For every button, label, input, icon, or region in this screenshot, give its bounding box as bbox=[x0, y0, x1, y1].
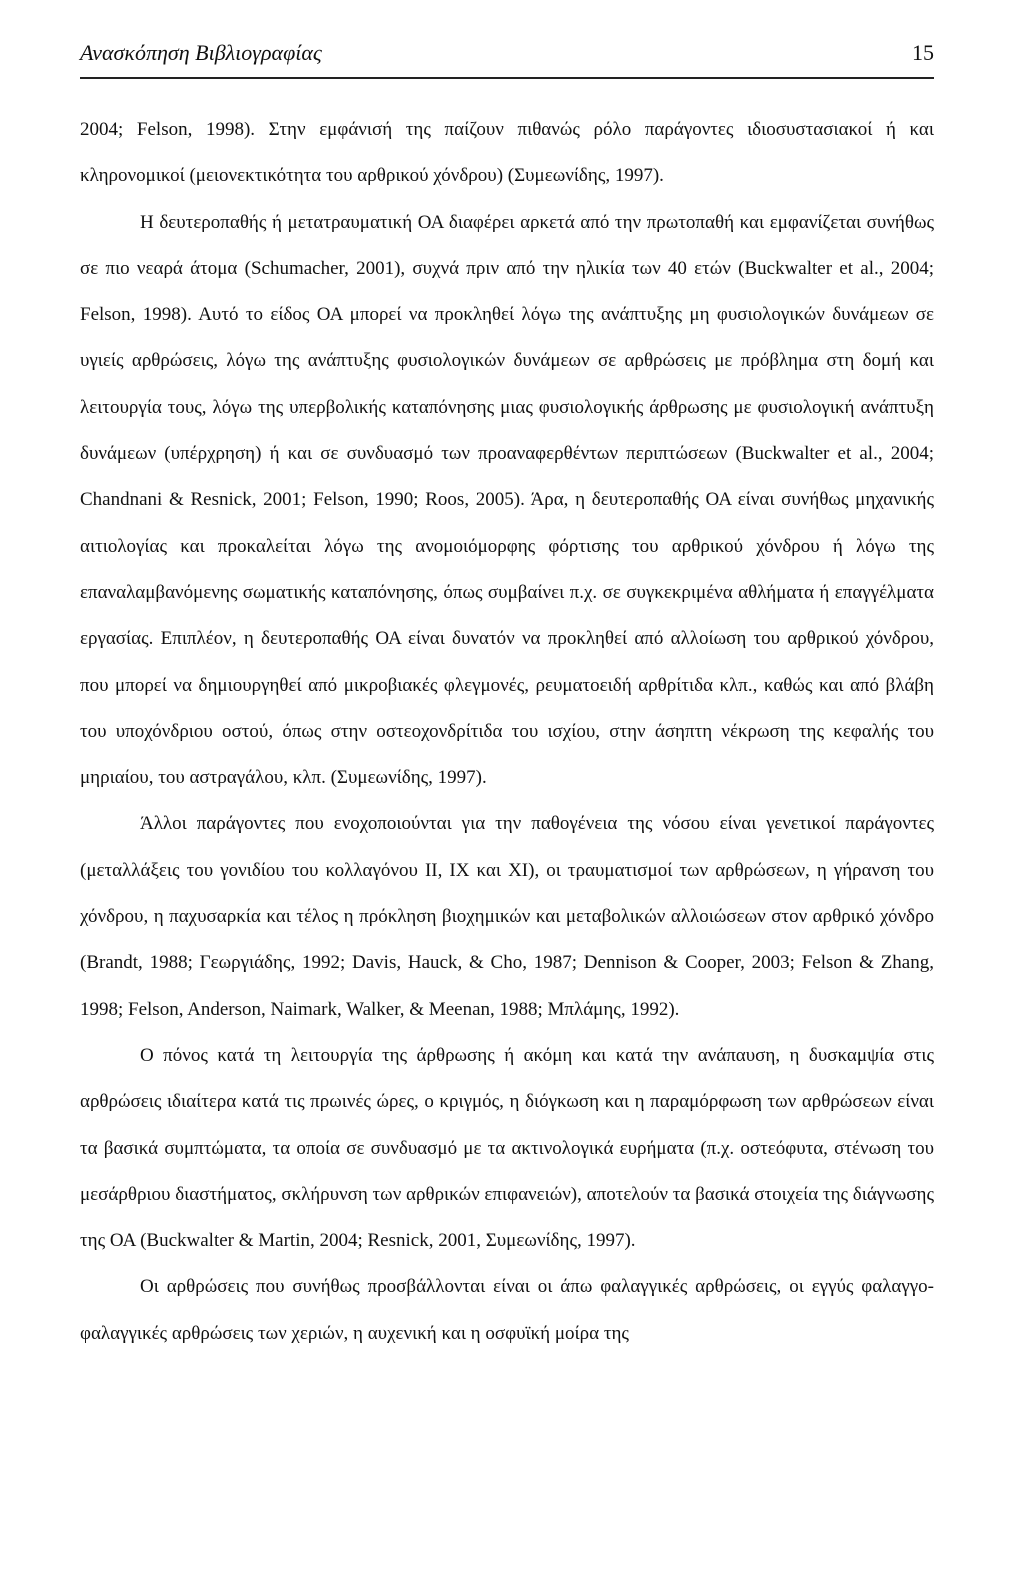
running-header bbox=[80, 40, 934, 74]
document-page bbox=[80, 0, 934, 1584]
paragraph-affected-joints: Οι αρθρώσεις που συνήθως προσβάλλονται είναι οι άπω φαλαγγικές αρθρώσεις, οι εγγύς φαλαγγο-φαλαγγικές αρθρώσεις των χεριών, η αυχενική και η οσφυϊκή μοίρα της bbox=[80, 1276, 934, 1344]
paragraph-other-factors: Άλλοι παράγοντες που ενοχοποιούνται για την παθογένεια της νόσου είναι γενετικοί παράγοντες (μεταλλάξεις του γονιδίου του κολλαγόνου II, IX και XI), οι τραυματισμοί των αρθρώσεων, η γήρανση του χόνδρου, η παχυσαρκία και τέλος η πρόκληση βιοχημικών και μεταβολικών αλλοιώσεων στον αρθρικό χόνδρο (Brandt, 1988; Γεωργιάδης, 1992; Davis, Hauck, & Cho, 1987; Dennison & Cooper, 2003; Felson & Zhang, 1998; Felson, Anderson, Naimark, Walker, & Meenan, 1988; Μπλάμης, 1992). bbox=[80, 813, 934, 1020]
page-number: 15 bbox=[912, 40, 934, 65]
section-title: Ανασκόπηση Βιβλιογραφίας bbox=[80, 40, 322, 65]
paragraph-secondary-oa: Η δευτεροπαθής ή μετατραυματική ΟΑ διαφέρει αρκετά από την πρωτοπαθή και εμφανίζεται συνήθως σε πιο νεαρά άτομα (Schumacher, 2001), συχνά πριν από την ηλικία των 40 ετών (Buckwalter et al., 2004; Felson, 1998). Αυτό το είδος ΟΑ μπορεί να προκληθεί λόγω της ανάπτυξης μη φυσιολογικών δυνάμεων σε υγιείς αρθρώσεις, λόγω της ανάπτυξης φυσιολογικών δυνάμεων σε αρθρώσεις με πρόβλημα στη δομή και λειτουργία τους, λόγω της υπερβολικής καταπόνησης μιας φυσιολογικής άρθρωσης με φυσιολογική ανάπτυξη δυνάμεων (υπέρχρηση) ή και σε συνδυασμό των προαναφερθέντων περιπτώσεων (Buckwalter et al., 2004; Chandnani & Resnick, 2001; Felson, 1990; Roos, 2005). Άρα, η δευτεροπαθής ΟΑ είναι συνήθως μηχανικής αιτιολογίας και προκαλείται λόγω της ανομοιόμορφης φόρτισης του αρθρικού χόνδρου ή λόγω της επαναλαμβανόμενης σωματικής καταπόνησης, όπως συμβαίνει π.χ. σε συγκεκριμένα αθλήματα ή επαγγέλματα εργασίας. Επιπλέον, η δευτεροπαθής ΟΑ είναι δυνατόν να προκληθεί από αλλοίωση του αρθρικού χόνδρου, που μπορεί να δημιουργηθεί από μικροβιακές φλεγμονές, ρευματοειδή αρθρίτιδα κλπ., καθώς και από βλάβη του υποχόνδριου οστού, όπως στην οστεοχονδρίτιδα του ισχίου, στην άσηπτη νέκρωση της κεφαλής του μηριαίου, του αστραγάλου, κλπ. (Συμεωνίδης, 1997). bbox=[80, 211, 934, 789]
paragraph-continuation: 2004; Felson, 1998). Στην εμφάνισή της παίζουν πιθανώς ρόλο παράγοντες ιδιοσυστασιακοί ή και κληρονομικοί (μειονεκτικότητα του αρθρικού χόνδρου) (Συμεωνίδης, 1997). bbox=[80, 119, 934, 187]
body-text bbox=[80, 107, 934, 1357]
paragraph-symptoms: Ο πόνος κατά τη λειτουργία της άρθρωσης ή ακόμη και κατά την ανάπαυση, η δυσκαμψία στις αρθρώσεις ιδιαίτερα κατά τις πρωινές ώρες, ο κριγμός, η διόγκωση και η παραμόρφωση των αρθρώσεων είναι τα βασικά συμπτώματα, τα οποία σε συνδυασμό με τα ακτινολογικά ευρήματα (π.χ. οστεόφυτα, στένωση του μεσάρθριου διαστήματος, σκλήρυνση των αρθρικών επιφανειών), αποτελούν τα βασικά στοιχεία της διάγνωσης της ΟΑ (Buckwalter & Martin, 2004; Resnick, 2001, Συμεωνίδης, 1997). bbox=[80, 1044, 934, 1252]
header-divider bbox=[80, 77, 934, 79]
